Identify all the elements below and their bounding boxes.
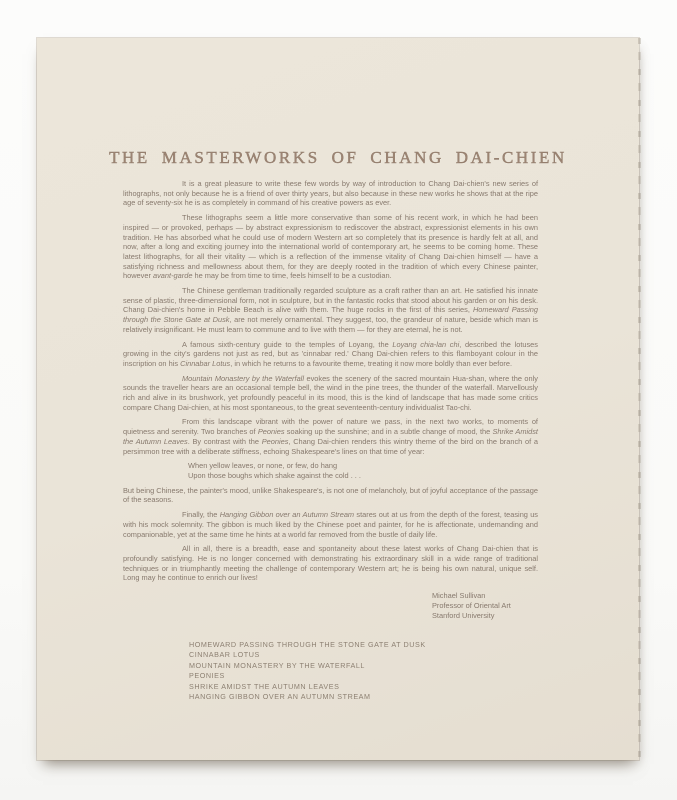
work-title-italic: Loyang chia-lan chi	[392, 339, 460, 349]
print-list-item: HOMEWARD PASSING THROUGH THE STONE GATE AT DUSK	[189, 640, 426, 650]
text-run: stares out at us from the depth of the forest, teasing us with his mock solemnity. The gibbon is much liked by the Chinese poet and painter, for he is affectionate, undemanding and companionable, yet at the same time he hints at a world far removed from the bustle of daily life.	[123, 510, 538, 539]
paragraph	[123, 213, 538, 281]
signature-title: Professor of Oriental Art	[432, 601, 511, 611]
work-title-italic: Homeward Passing through the Stone Gate at Dusk	[123, 305, 538, 325]
text-run: Finally, the	[182, 510, 220, 520]
text-run: These lithographs seem a little more conservative than some of his recent work, in which he had been inspired — or provoked, perhaps — by abstract expressionism to rediscover the abstract, expressionist elements in his own tradition. He has absorbed what he could use of modern Western art so completely that its presence is hardly felt at all, and now, after a long and exciting journey into the international world of contemporary art, he seems to be coming home. These latest lithographs, for all their vitality — which is a reflection of the immense vitality of Chang Dai-chien himself — have a satisfying richness and mellowness about them, for they are deeply rooted in the tradition of which every Chinese painter, however	[123, 213, 538, 281]
signature-name: Michael Sullivan	[432, 591, 486, 601]
text-run: , described the lotuses growing in the city's gardens not just as red, but as 'cinnabar red.' Chang Dai-chien refers to this flamboyant colour in the inscription on his	[123, 339, 538, 368]
document-title: THE MASTERWORKS OF CHANG DAI-CHIEN	[109, 148, 567, 167]
text-run: , in which he returns to a favourite theme, treating it now more boldly than ever before.	[230, 358, 513, 368]
print-list-item: HANGING GIBBON OVER AN AUTUMN STREAM	[189, 692, 371, 702]
text-run: soaking up the sunshine; and in a subtle change of mood, the	[284, 427, 493, 437]
body-text	[123, 179, 538, 702]
text-run: A famous sixth-century guide to the temples of Loyang, the	[182, 339, 393, 349]
paragraph	[123, 486, 538, 505]
work-title-italic: avant-garde	[153, 271, 193, 281]
paragraph	[123, 510, 538, 539]
signature-block	[432, 591, 538, 621]
work-title-italic: Mountain Monastery by the Waterfall	[182, 373, 304, 383]
work-title-italic: Peonies	[257, 427, 285, 437]
work-title-italic: Peonies	[261, 436, 289, 446]
print-list	[189, 640, 538, 702]
text-run: It is a great pleasure to write these few words by way of introduction to Chang Dai-chien's new series of lithographs, not only because he is a friend of over thirty years, but also because in these new works he shows that at the ripe age of seventy-six he is as completely in command of his creative powers as ever.	[123, 179, 538, 208]
paragraph	[123, 179, 538, 208]
text-run: All in all, there is a breadth, ease and spontaneity about these latest works of Chang Dai-chien that is profoundly satisfying. He is no longer concerned with demonstrating his extraordinary skill in a wide range of traditional techniques or in triumphantly meeting the challenge of contemporary Western art; he is being his own natural, unique self. Long may he continue to enrich our lives!	[123, 544, 538, 583]
paragraph	[123, 374, 538, 413]
work-title-italic: Shrike Amidst the Autumn Leaves	[123, 427, 538, 446]
text-run: . By contrast with the	[187, 436, 262, 446]
text-run: , are not merely ornamental. They suggest, too, the grandeur of nature, beside which man is relatively insignificant. He must learn to commune and to live with them — for they are eternal, he is not.	[123, 315, 538, 334]
paper-sheet	[37, 38, 639, 760]
work-title-italic: Hanging Gibbon over an Autumn Stream	[219, 510, 355, 520]
paragraph	[123, 340, 538, 369]
verse-quote	[188, 461, 538, 480]
work-title-italic: Cinnabar Lotus	[180, 358, 231, 368]
print-list-item: CINNABAR LOTUS	[189, 650, 260, 660]
print-list-item: SHRIKE AMIDST THE AUTUMN LEAVES	[189, 681, 340, 691]
verse-line: When yellow leaves, or none, or few, do hang	[188, 461, 338, 471]
paragraph	[123, 286, 538, 335]
paragraph	[123, 417, 538, 456]
signature-university: Stanford University	[432, 611, 495, 621]
text-run: evokes the scenery of the sacred mountain Hua-shan, where the only sounds the traveller hears are an occasional temple bell, the wind in the pine trees, the thunder of the waterfall. Marvellously rich and alive in its brushwork, yet profoundly peaceful in its mood, this is the kind of landscape that has made some critics compare Chang Dai-chien, at his most spontaneous, to the great seventeenth-century individualist Tao-chi.	[123, 373, 538, 412]
text-run: From this landscape vibrant with the power of nature we pass, in the next two works, to moments of quietness and serenity. Two branches of	[123, 417, 538, 437]
text-run: he may be from time to time, feels himself to be a custodian.	[192, 271, 392, 281]
text-run: , Chang Dai-chien renders this wintry theme of the bird on the branch of a persimmon tree with a deliberate stiffness, echoing Shakespeare's lines on that time of year:	[123, 436, 538, 456]
print-list-item: MOUNTAIN MONASTERY BY THE WATERFALL	[189, 660, 365, 670]
text-run: But being Chinese, the painter's mood, unlike Shakespeare's, is not one of melancholy, but of joyful acceptance of the passage of the seasons.	[123, 485, 538, 505]
paragraph	[123, 544, 538, 583]
print-list-item: PEONIES	[189, 671, 225, 681]
text-run: The Chinese gentleman traditionally regarded sculpture as a craft rather than an art. He satisfied his innate sense of plastic, three-dimensional form, not in sculpture, but in the fantastic rocks that stood about his garden or on his desk. Chang Dai-chien's home in Pebble Beach is alive with them. The huge rocks in the first of this series,	[123, 286, 538, 315]
verse-line: Upon those boughs which shake against the cold . . .	[188, 470, 361, 480]
